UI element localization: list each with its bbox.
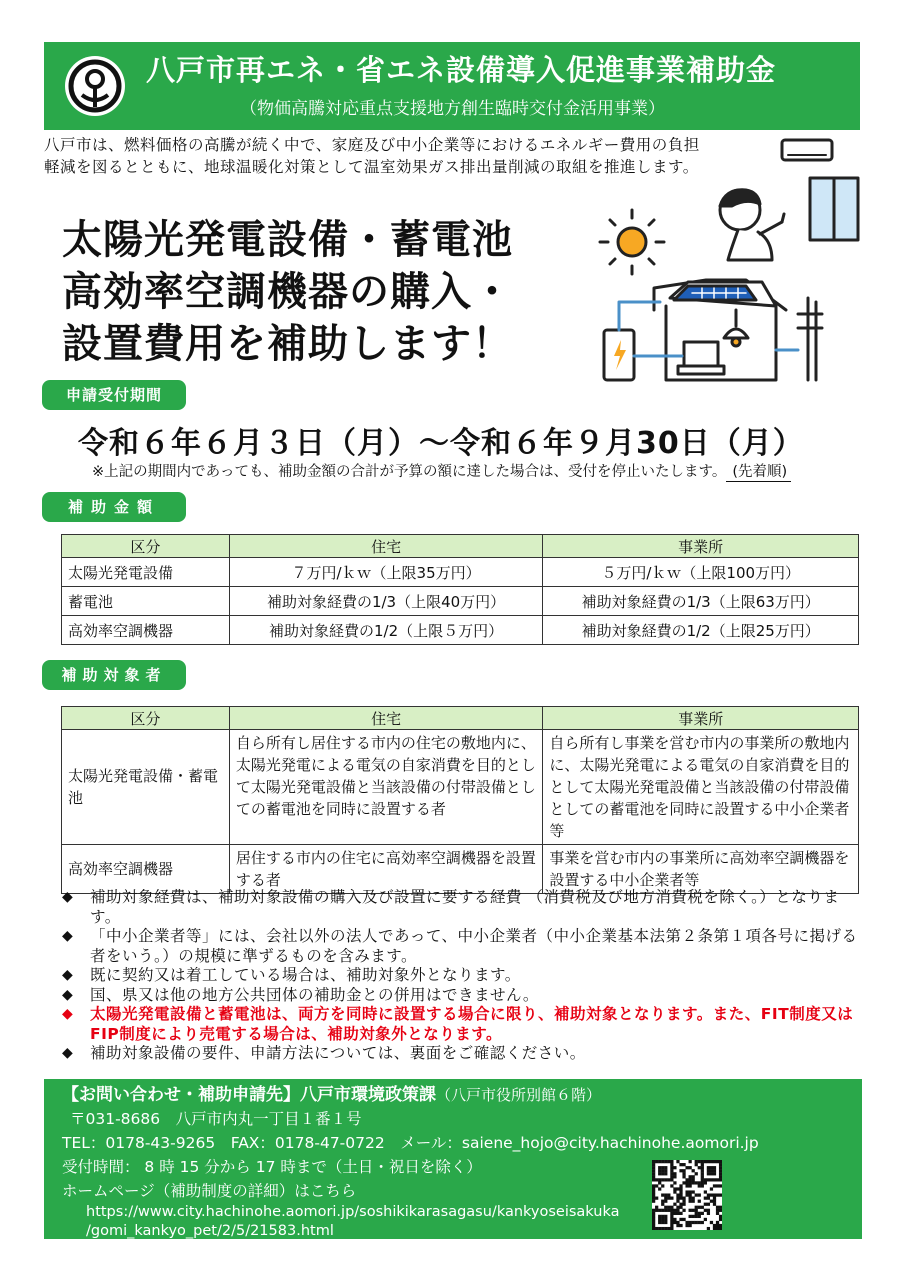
- period-label: 申請受付期間: [42, 380, 186, 410]
- header-cell: 事業所: [543, 535, 859, 558]
- table-cell: 補助対象経費の1/3（上限63万円）: [543, 587, 859, 616]
- period-note: [92, 460, 791, 481]
- table-cell: 高効率空調機器: [62, 616, 230, 645]
- table-row: [62, 730, 859, 845]
- house-solar-illustration: [596, 130, 866, 390]
- intro-text: 八戸市は、燃料価格の高騰が続く中で、家庭及び中小企業等におけるエネルギー費用の負担軽減を図るとともに、地球温暖化対策として温室効果ガス排出量削減の取組を推進します。: [44, 136, 700, 176]
- headline-line: 高効率空調機器の購入・: [62, 269, 513, 315]
- note-item: ◆ 「中小企業者等」には、会社以外の法人であって、中小企業者（中小企業基本法第２条第１項各号に掲げる者をいう。）の規模に準ずるものを含みます。: [62, 927, 858, 965]
- lamp-icon: [724, 310, 748, 346]
- diamond-bullet-icon: ◆: [62, 1006, 74, 1022]
- period-note-text: ※上記の期間内であっても、補助金額の合計が予算の額に達した場合は、受付を停止いたします。: [92, 464, 727, 480]
- table-row: [62, 616, 859, 645]
- diamond-bullet-icon: ◆: [62, 986, 74, 1003]
- amount-table: [61, 534, 859, 645]
- contact-hours: 受付時間： 8 時 15 分から 17 時まで（土日・祝日を除く）: [62, 1158, 482, 1176]
- table-row: [62, 845, 859, 894]
- table-cell: 補助対象経費の1/2（上限５万円）: [229, 616, 543, 645]
- table-cell: ７万円/ｋｗ（上限35万円）: [229, 558, 543, 587]
- contact-phone: TEL：0178-43-9265 FAX：0178-47-0722 メール：saiene_hojo@city.hachinohe.aomori.jp: [62, 1134, 759, 1152]
- header-title: 八戸市再エネ・省エネ設備導入促進事業補助金: [146, 53, 777, 87]
- table-cell: 補助対象経費の1/3（上限40万円）: [229, 587, 543, 616]
- diamond-bullet-icon: ◆: [62, 889, 74, 905]
- contact-postal: 〒031-8686 八戸市内丸一丁目１番１号: [70, 1110, 362, 1128]
- contact-box: [44, 1079, 862, 1239]
- headline: [62, 214, 602, 370]
- table-cell: 太陽光発電設備: [62, 558, 230, 587]
- battery-icon: [604, 330, 634, 380]
- contact-homepage: ホームページ（補助制度の詳細）はこちら: [62, 1182, 357, 1200]
- header-cell: 事業所: [543, 707, 859, 730]
- tv-icon: [678, 342, 724, 374]
- table-cell: ５万円/ｋｗ（上限100万円）: [543, 558, 859, 587]
- table-row: [62, 558, 859, 587]
- header-cell: 住宅: [229, 535, 543, 558]
- table-cell: 事業を営む市内の事業所に高効率空調機器を設置する中小企業者等: [543, 845, 859, 894]
- table-header-row: [62, 535, 859, 558]
- diamond-bullet-icon: ◆: [62, 1045, 74, 1061]
- city-emblem-logo: [64, 55, 126, 117]
- note-item-important: ◆ 太陽光発電設備と蓄電池は、両方を同時に設置する場合に限り、補助対象となります。また、FIT制度又はFIP制度により売電する場合は、補助対象外となります。: [62, 1005, 854, 1043]
- amount-label: 補助金額: [42, 492, 186, 522]
- notes-list: [62, 888, 867, 1064]
- target-label: 補助対象者: [42, 660, 186, 690]
- note-item: ◆ 既に契約又は着工している場合は、補助対象外となります。: [62, 966, 521, 984]
- table-cell: 補助対象経費の1/2（上限25万円）: [543, 616, 859, 645]
- application-period: 令和６年６月３日（月）～令和６年９月30日（月）: [78, 426, 804, 461]
- sun-icon: [600, 210, 664, 274]
- person-icon: [720, 190, 784, 260]
- table-cell: 太陽光発電設備・蓄電池: [62, 730, 230, 845]
- table-header-row: [62, 707, 859, 730]
- air-conditioner-icon: [782, 140, 832, 160]
- header-cell: 区分: [62, 535, 230, 558]
- table-row: [62, 587, 859, 616]
- table-cell: 居住する市内の住宅に高効率空調機器を設置する者: [229, 845, 543, 894]
- note-item: ◆ 補助対象経費は、補助対象設備の購入及び設置に要する経費 （消費税及び地方消費税を除く。）となります。: [62, 888, 840, 926]
- table-cell: 高効率空調機器: [62, 845, 230, 894]
- diamond-bullet-icon: ◆: [62, 967, 74, 983]
- qr-code-icon[interactable]: [652, 1160, 722, 1230]
- note-item: ◆ 補助対象設備の要件、申請方法については、裏面をご確認ください。: [62, 1044, 586, 1062]
- note-item: ◆ 国、県又は他の地方公共団体の補助金との併用はできません。: [62, 985, 539, 1004]
- header-subtitle: （物価高騰対応重点支援地方創生臨時交付金活用事業）: [240, 99, 665, 119]
- table-cell: 自ら所有し事業を営む市内の事業所の敷地内に、太陽光発電による電気の自家消費を目的として太陽光発電設備と当該設備の付帯設備としての蓄電池を同時に設置する中小企業者等: [543, 730, 859, 845]
- headline-line: 太陽光発電設備・蓄電池: [62, 217, 513, 263]
- target-table: [61, 706, 859, 894]
- header-cell: 区分: [62, 707, 230, 730]
- utility-pole-icon: [798, 298, 822, 380]
- table-cell: 蓄電池: [62, 587, 230, 616]
- contact-title: 【お問い合わせ・補助申請先】八戸市環境政策課（八戸市役所別館６階）: [62, 1085, 602, 1105]
- homepage-url-line[interactable]: /gomi_kankyo_pet/2/5/21583.html: [86, 1223, 334, 1239]
- homepage-url-line[interactable]: https://www.city.hachinohe.aomori.jp/soshikikarasagasu/kankyoseisakuka: [86, 1204, 620, 1220]
- window-icon: [810, 178, 858, 240]
- headline-line: 設置費用を補助します！: [62, 321, 513, 367]
- diamond-bullet-icon: ◆: [62, 928, 74, 944]
- contact-title-note: （八戸市役所別館６階）: [436, 1086, 602, 1104]
- header-cell: 住宅: [229, 707, 543, 730]
- table-cell: 自ら所有し居住する市内の住宅の敷地内に、太陽光発電による電気の自家消費を目的として太陽光発電設備と当該設備の付帯設備としての蓄電池を同時に設置する者: [229, 730, 543, 845]
- period-note-suffix: (先着順): [726, 464, 791, 482]
